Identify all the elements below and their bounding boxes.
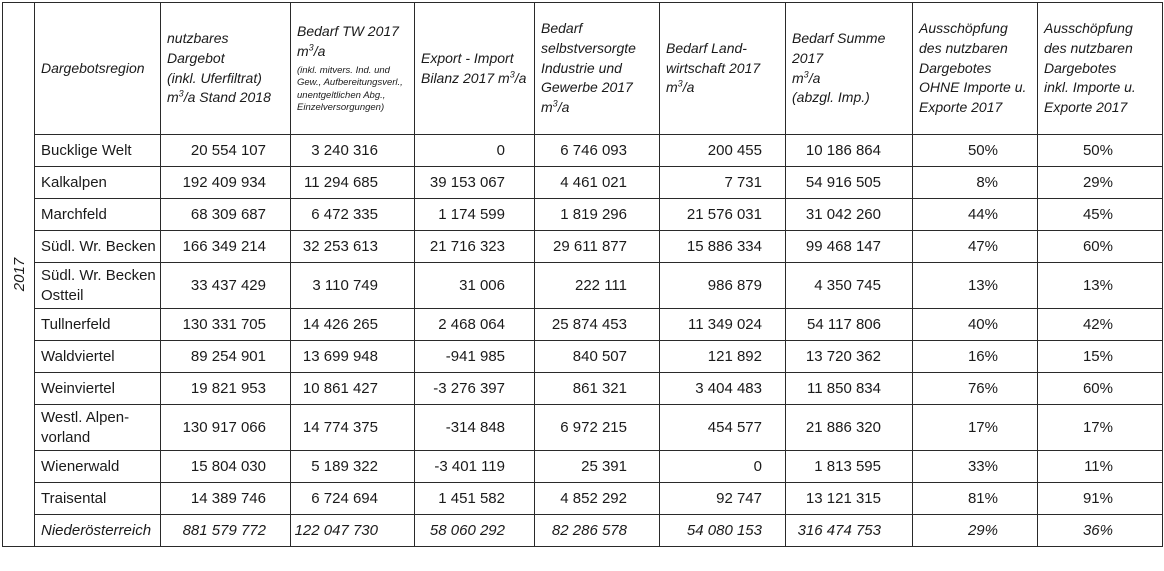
cell-exhaustion-without: 17% (913, 405, 1038, 451)
header-agriculture-demand: Bedarf Land- wirtschaft 2017 $m^3/a$ (660, 3, 786, 135)
cell-region: Südl. Wr. Becken Ostteil (35, 263, 161, 309)
cell-usable-supply: 68 309 687 (161, 199, 291, 231)
cell-usable-supply: 15 804 030 (161, 451, 291, 483)
header-exhaustion-without: Ausschöpfung des nutzbaren Dargebotes OHNE Importe u. Exporte 2017 (913, 3, 1038, 135)
cell-demand-tw: 32 253 613 (291, 231, 415, 263)
cell-industry-demand: 4 852 292 (535, 483, 660, 515)
cell-industry-demand: 6 972 215 (535, 405, 660, 451)
cell-export-import: 39 153 067 (415, 167, 535, 199)
cell-region: Wienerwald (35, 451, 161, 483)
cell-agriculture-demand: 21 576 031 (660, 199, 786, 231)
cell-demand-sum: 54 916 505 (786, 167, 913, 199)
cell-demand-sum: 1 813 595 (786, 451, 913, 483)
cell-industry-demand: 25 874 453 (535, 309, 660, 341)
cell-region: Waldviertel (35, 341, 161, 373)
total-row (3, 515, 1163, 547)
header-region (35, 3, 161, 135)
cell-export-import: 21 716 323 (415, 231, 535, 263)
cell-region: Bucklige Welt (35, 135, 161, 167)
cell-exhaustion-incl: 17% (1038, 405, 1163, 451)
cell-export-import: -941 985 (415, 341, 535, 373)
cell-exhaustion-incl: 91% (1038, 483, 1163, 515)
cell-usable-supply: 192 409 934 (161, 167, 291, 199)
table-row (3, 199, 1163, 231)
cell-exhaustion-without: 44% (913, 199, 1038, 231)
cell-usable-supply: 881 579 772 (161, 515, 291, 547)
cell-agriculture-demand: 0 (660, 451, 786, 483)
cell-demand-tw: 6 724 694 (291, 483, 415, 515)
header-region-text: Dargebotsregion (41, 59, 145, 76)
cell-industry-demand: 6 746 093 (535, 135, 660, 167)
cell-exhaustion-without: 8% (913, 167, 1038, 199)
cell-industry-demand: 82 286 578 (535, 515, 660, 547)
cell-industry-demand: 29 611 877 (535, 231, 660, 263)
cell-exhaustion-incl: 29% (1038, 167, 1163, 199)
table-row (3, 231, 1163, 263)
cell-industry-demand: 4 461 021 (535, 167, 660, 199)
cell-industry-demand: 840 507 (535, 341, 660, 373)
cell-usable-supply: 33 437 429 (161, 263, 291, 309)
cell-industry-demand: 1 819 296 (535, 199, 660, 231)
cell-demand-sum: 99 468 147 (786, 231, 913, 263)
cell-exhaustion-incl: 60% (1038, 231, 1163, 263)
cell-export-import: 1 451 582 (415, 483, 535, 515)
cell-demand-sum: 4 350 745 (786, 263, 913, 309)
cell-demand-tw: 11 294 685 (291, 167, 415, 199)
cell-usable-supply: 130 331 705 (161, 309, 291, 341)
cell-region: Südl. Wr. Becken (35, 231, 161, 263)
cell-exhaustion-without: 33% (913, 451, 1038, 483)
cell-agriculture-demand: 54 080 153 (660, 515, 786, 547)
cell-demand-sum: 54 117 806 (786, 309, 913, 341)
cell-exhaustion-incl: 60% (1038, 373, 1163, 405)
cell-exhaustion-without: 76% (913, 373, 1038, 405)
cell-exhaustion-incl: 36% (1038, 515, 1163, 547)
cell-demand-tw: 14 774 375 (291, 405, 415, 451)
cell-industry-demand: 861 321 (535, 373, 660, 405)
cell-exhaustion-without: 13% (913, 263, 1038, 309)
cell-exhaustion-without: 40% (913, 309, 1038, 341)
cell-region: Kalkalpen (35, 167, 161, 199)
cell-agriculture-demand: 15 886 334 (660, 231, 786, 263)
cell-exhaustion-without: 50% (913, 135, 1038, 167)
table-row (3, 373, 1163, 405)
cell-export-import: -314 848 (415, 405, 535, 451)
cell-demand-tw: 10 861 427 (291, 373, 415, 405)
cell-demand-tw: 122 047 730 (291, 515, 415, 547)
cell-exhaustion-without: 29% (913, 515, 1038, 547)
cell-demand-sum: 316 474 753 (786, 515, 913, 547)
cell-export-import: 2 468 064 (415, 309, 535, 341)
cell-usable-supply: 89 254 901 (161, 341, 291, 373)
header-usable-supply: nutzbares Dargebot (inkl. Uferfiltrat) $m^3/a$ Stand 2018 (161, 3, 291, 135)
cell-demand-tw: 14 426 265 (291, 309, 415, 341)
cell-region: Weinviertel (35, 373, 161, 405)
cell-region: Tullnerfeld (35, 309, 161, 341)
cell-agriculture-demand: 7 731 (660, 167, 786, 199)
cell-agriculture-demand: 454 577 (660, 405, 786, 451)
header-export-import: Export - Import Bilanz 2017 $m^3/a$ (415, 3, 535, 135)
header-industry-demand: Bedarf selbstversorgte Industrie und Gewerbe 2017 $m^3/a$ (535, 3, 660, 135)
cell-demand-tw: 6 472 335 (291, 199, 415, 231)
cell-demand-tw: 5 189 322 (291, 451, 415, 483)
table-row (3, 451, 1163, 483)
cell-agriculture-demand: 121 892 (660, 341, 786, 373)
cell-agriculture-demand: 11 349 024 (660, 309, 786, 341)
cell-region: Traisental (35, 483, 161, 515)
cell-region: Marchfeld (35, 199, 161, 231)
table-row (3, 405, 1163, 451)
cell-demand-tw: 3 110 749 (291, 263, 415, 309)
cell-export-import: 1 174 599 (415, 199, 535, 231)
cell-exhaustion-incl: 11% (1038, 451, 1163, 483)
header-exhaustion-incl: Ausschöpfung des nutzbaren Dargebotes inkl. Importe u. Exporte 2017 (1038, 3, 1163, 135)
table-row (3, 483, 1163, 515)
cell-exhaustion-incl: 13% (1038, 263, 1163, 309)
header-demand-sum: Bedarf Summe 2017 $m^3/a$ (abzgl. Imp.) (786, 3, 913, 135)
cell-exhaustion-without: 16% (913, 341, 1038, 373)
cell-region: Niederösterreich (35, 515, 161, 547)
cell-exhaustion-incl: 45% (1038, 199, 1163, 231)
cell-demand-sum: 13 121 315 (786, 483, 913, 515)
water-balance-table (2, 2, 1163, 547)
header-demand-tw: Bedarf TW 2017 $m^3/a$ (inkl. mitvers. Ind. und Gew., Aufbereitungsverl., unentgeltlichen Abg., Einzelversorgungen) (291, 3, 415, 135)
cell-agriculture-demand: 200 455 (660, 135, 786, 167)
cell-usable-supply: 166 349 214 (161, 231, 291, 263)
table-row (3, 167, 1163, 199)
cell-agriculture-demand: 986 879 (660, 263, 786, 309)
cell-export-import: -3 401 119 (415, 451, 535, 483)
cell-demand-sum: 10 186 864 (786, 135, 913, 167)
cell-usable-supply: 20 554 107 (161, 135, 291, 167)
table-row (3, 309, 1163, 341)
cell-industry-demand: 222 111 (535, 263, 660, 309)
cell-demand-tw: 13 699 948 (291, 341, 415, 373)
cell-export-import: 58 060 292 (415, 515, 535, 547)
cell-demand-sum: 21 886 320 (786, 405, 913, 451)
cell-region: Westl. Alpen-vorland (35, 405, 161, 451)
cell-agriculture-demand: 3 404 483 (660, 373, 786, 405)
cell-demand-sum: 13 720 362 (786, 341, 913, 373)
cell-usable-supply: 14 389 746 (161, 483, 291, 515)
table-row (3, 341, 1163, 373)
table-row (3, 263, 1163, 309)
cell-usable-supply: 19 821 953 (161, 373, 291, 405)
cell-exhaustion-without: 47% (913, 231, 1038, 263)
cell-demand-tw: 3 240 316 (291, 135, 415, 167)
header-demand-tw-note: (inkl. mitvers. Ind. und Gew., Aufbereitungsverl., unentgeltlichen Abg., Einzelversorgungen) (297, 64, 403, 114)
table-row (3, 135, 1163, 167)
cell-usable-supply: 130 917 066 (161, 405, 291, 451)
cell-exhaustion-incl: 50% (1038, 135, 1163, 167)
cell-export-import: -3 276 397 (415, 373, 535, 405)
cell-demand-sum: 11 850 834 (786, 373, 913, 405)
cell-exhaustion-incl: 15% (1038, 341, 1163, 373)
cell-exhaustion-incl: 42% (1038, 309, 1163, 341)
header-row (3, 3, 1163, 135)
cell-industry-demand: 25 391 (535, 451, 660, 483)
cell-demand-sum: 31 042 260 (786, 199, 913, 231)
year-label: 2017 (11, 257, 29, 292)
cell-export-import: 31 006 (415, 263, 535, 309)
cell-exhaustion-without: 81% (913, 483, 1038, 515)
cell-agriculture-demand: 92 747 (660, 483, 786, 515)
cell-export-import: 0 (415, 135, 535, 167)
year-label-cell (3, 3, 35, 547)
